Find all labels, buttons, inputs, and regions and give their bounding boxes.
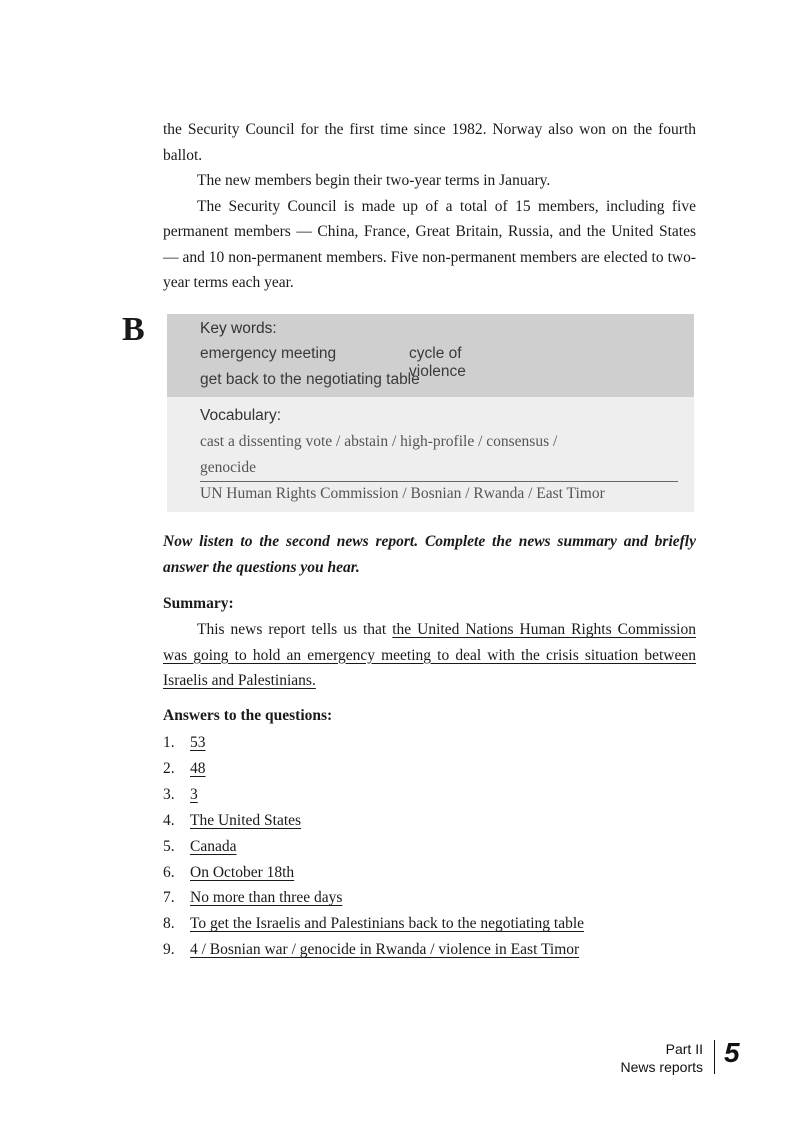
intro-paragraph-1: the Security Council for the first time since 1982. Norway also won on the fourth ballot.: [163, 121, 696, 164]
summary-heading: Summary:: [163, 595, 234, 612]
instructions: Now listen to the second news report. Complete the news summary and briefly answer the questions you hear.: [163, 533, 696, 576]
list-item: 2. 48: [163, 759, 206, 777]
vocabulary-line-1: cast a dissenting vote / abstain / high-profile / consensus /: [200, 433, 558, 450]
keyword-1: emergency meeting: [200, 345, 337, 362]
vocabulary-line-3: UN Human Rights Commission / Bosnian / Rwanda / East Timor: [200, 485, 605, 502]
answer-3: 3: [190, 785, 198, 803]
summary-lead: This news report tells us that: [197, 621, 393, 638]
vocabulary-line-2: genocide: [200, 459, 256, 476]
list-item: 9. 4 / Bosnian war / genocide in Rwanda / violence in East Timor: [163, 941, 580, 959]
footer-divider: [714, 1040, 715, 1074]
answer-1: 53: [190, 734, 206, 751]
list-item: 3. 3: [163, 785, 198, 803]
keywords-box: [167, 314, 694, 512]
footer-section: News reports: [620, 1059, 703, 1075]
keywords-title: Key words:: [200, 320, 277, 337]
answer-7: No more than three days: [190, 889, 343, 907]
list-item: 6. On October 18th: [163, 863, 295, 881]
intro-paragraph-3: The Security Council is made up of a total of 15 members, including five permanent members — China, France, Great Britain, Russia, and the United States — and 10 non-permanent members. Five non-permanent members are elected to two-year terms each year.: [163, 197, 696, 291]
answers-list: [163, 730, 703, 963]
answers-heading: Answers to the questions:: [163, 707, 333, 724]
keyword-2: cycle of violence: [409, 345, 466, 380]
vocabulary-title: Vocabulary:: [200, 407, 281, 424]
list-item: 1. 53: [163, 734, 206, 751]
list-item: 5. Canada: [163, 837, 237, 855]
intro-text: [163, 117, 696, 296]
answer-6: On October 18th: [190, 863, 295, 881]
keyword-3: get back to the negotiating table: [200, 371, 420, 388]
list-item: 7. No more than three days: [163, 889, 343, 907]
page-footer: [621, 1040, 703, 1076]
answer-8: To get the Israelis and Palestinians back to the negotiating table: [190, 915, 585, 933]
summary-text: [163, 617, 696, 694]
list-item: 8. To get the Israelis and Palestinians back to the negotiating table: [163, 915, 585, 933]
answer-4: The United States: [190, 811, 302, 829]
answer-9: 4 / Bosnian war / genocide in Rwanda / violence in East Timor: [190, 941, 580, 959]
intro-paragraph-2: The new members begin their two-year terms in January.: [197, 172, 551, 189]
vocabulary-divider: [200, 481, 678, 482]
list-item: 4. The United States: [163, 811, 302, 829]
footer-part: Part II: [665, 1041, 703, 1057]
page-number: 5: [724, 1037, 740, 1068]
section-letter: B: [122, 311, 145, 348]
summary-answer: the United Nations Human Rights Commission was going to hold an emergency meeting to deal with the crisis situation between Israelis and Palestinians.: [163, 621, 696, 689]
answer-2: 48: [190, 759, 206, 777]
answer-5: Canada: [190, 837, 237, 855]
